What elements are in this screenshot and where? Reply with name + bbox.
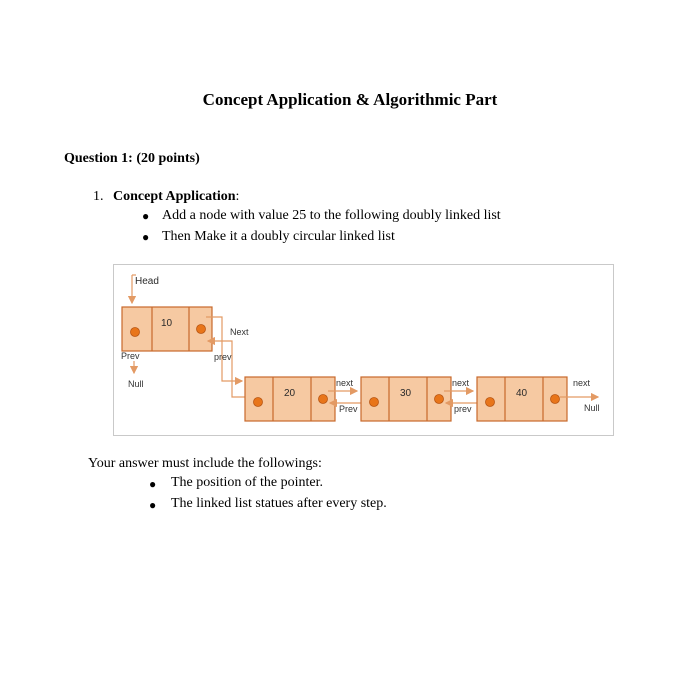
next-dot-icon xyxy=(197,325,206,334)
prev-label-1: Prev xyxy=(121,351,140,361)
node-40 xyxy=(477,377,567,421)
task-bullet-1: Add a node with value 25 to the following doubly linked list xyxy=(162,208,501,223)
prev-dot-icon xyxy=(370,398,379,407)
node-value: 40 xyxy=(516,388,528,399)
prev-dot-icon xyxy=(254,398,263,407)
next-dot-icon xyxy=(319,395,328,404)
node-10 xyxy=(122,307,212,351)
prev-label-4: prev xyxy=(454,404,472,414)
page-title: Concept Application & Algorithmic Part xyxy=(202,90,498,109)
prev-dot-icon xyxy=(131,328,140,337)
linked-list-diagram xyxy=(113,264,614,436)
next-label-end: next xyxy=(573,378,591,388)
null-label-right: Null xyxy=(584,403,600,413)
linked-list-svg xyxy=(114,265,613,435)
node-value: 10 xyxy=(161,318,173,329)
bullet-dot-icon: ● xyxy=(142,230,150,244)
next-label-2: next xyxy=(336,378,354,388)
answer-intro: Your answer must include the followings: xyxy=(88,456,322,471)
answer-bullet-1: The position of the pointer. xyxy=(171,475,324,490)
item-heading xyxy=(113,189,239,205)
node-20 xyxy=(245,377,335,421)
item-heading-colon: : xyxy=(235,189,240,204)
bullet-dot-icon: ● xyxy=(149,498,157,512)
question-heading: Question 1: (20 points) xyxy=(64,151,200,166)
item-number: 1. xyxy=(93,189,104,204)
next-dot-icon xyxy=(435,395,444,404)
null-label-left: Null xyxy=(128,379,144,389)
bullet-dot-icon: ● xyxy=(149,477,157,491)
next-label-3: next xyxy=(452,378,470,388)
prev-dot-icon xyxy=(486,398,495,407)
prev-label-3: Prev xyxy=(339,404,358,414)
node-30 xyxy=(361,377,451,421)
task-bullet-2: Then Make it a doubly circular linked list xyxy=(162,229,395,244)
answer-bullet-2: The linked list statues after every step. xyxy=(171,496,387,511)
bullet-dot-icon: ● xyxy=(142,209,150,223)
node-value: 30 xyxy=(400,388,412,399)
next-dot-icon xyxy=(551,395,560,404)
item-heading-bold: Concept Application xyxy=(113,189,236,204)
head-label: Head xyxy=(135,276,159,287)
next-label-1: Next xyxy=(230,327,249,337)
prev-label-2: prev xyxy=(214,352,232,362)
node-value: 20 xyxy=(284,388,296,399)
